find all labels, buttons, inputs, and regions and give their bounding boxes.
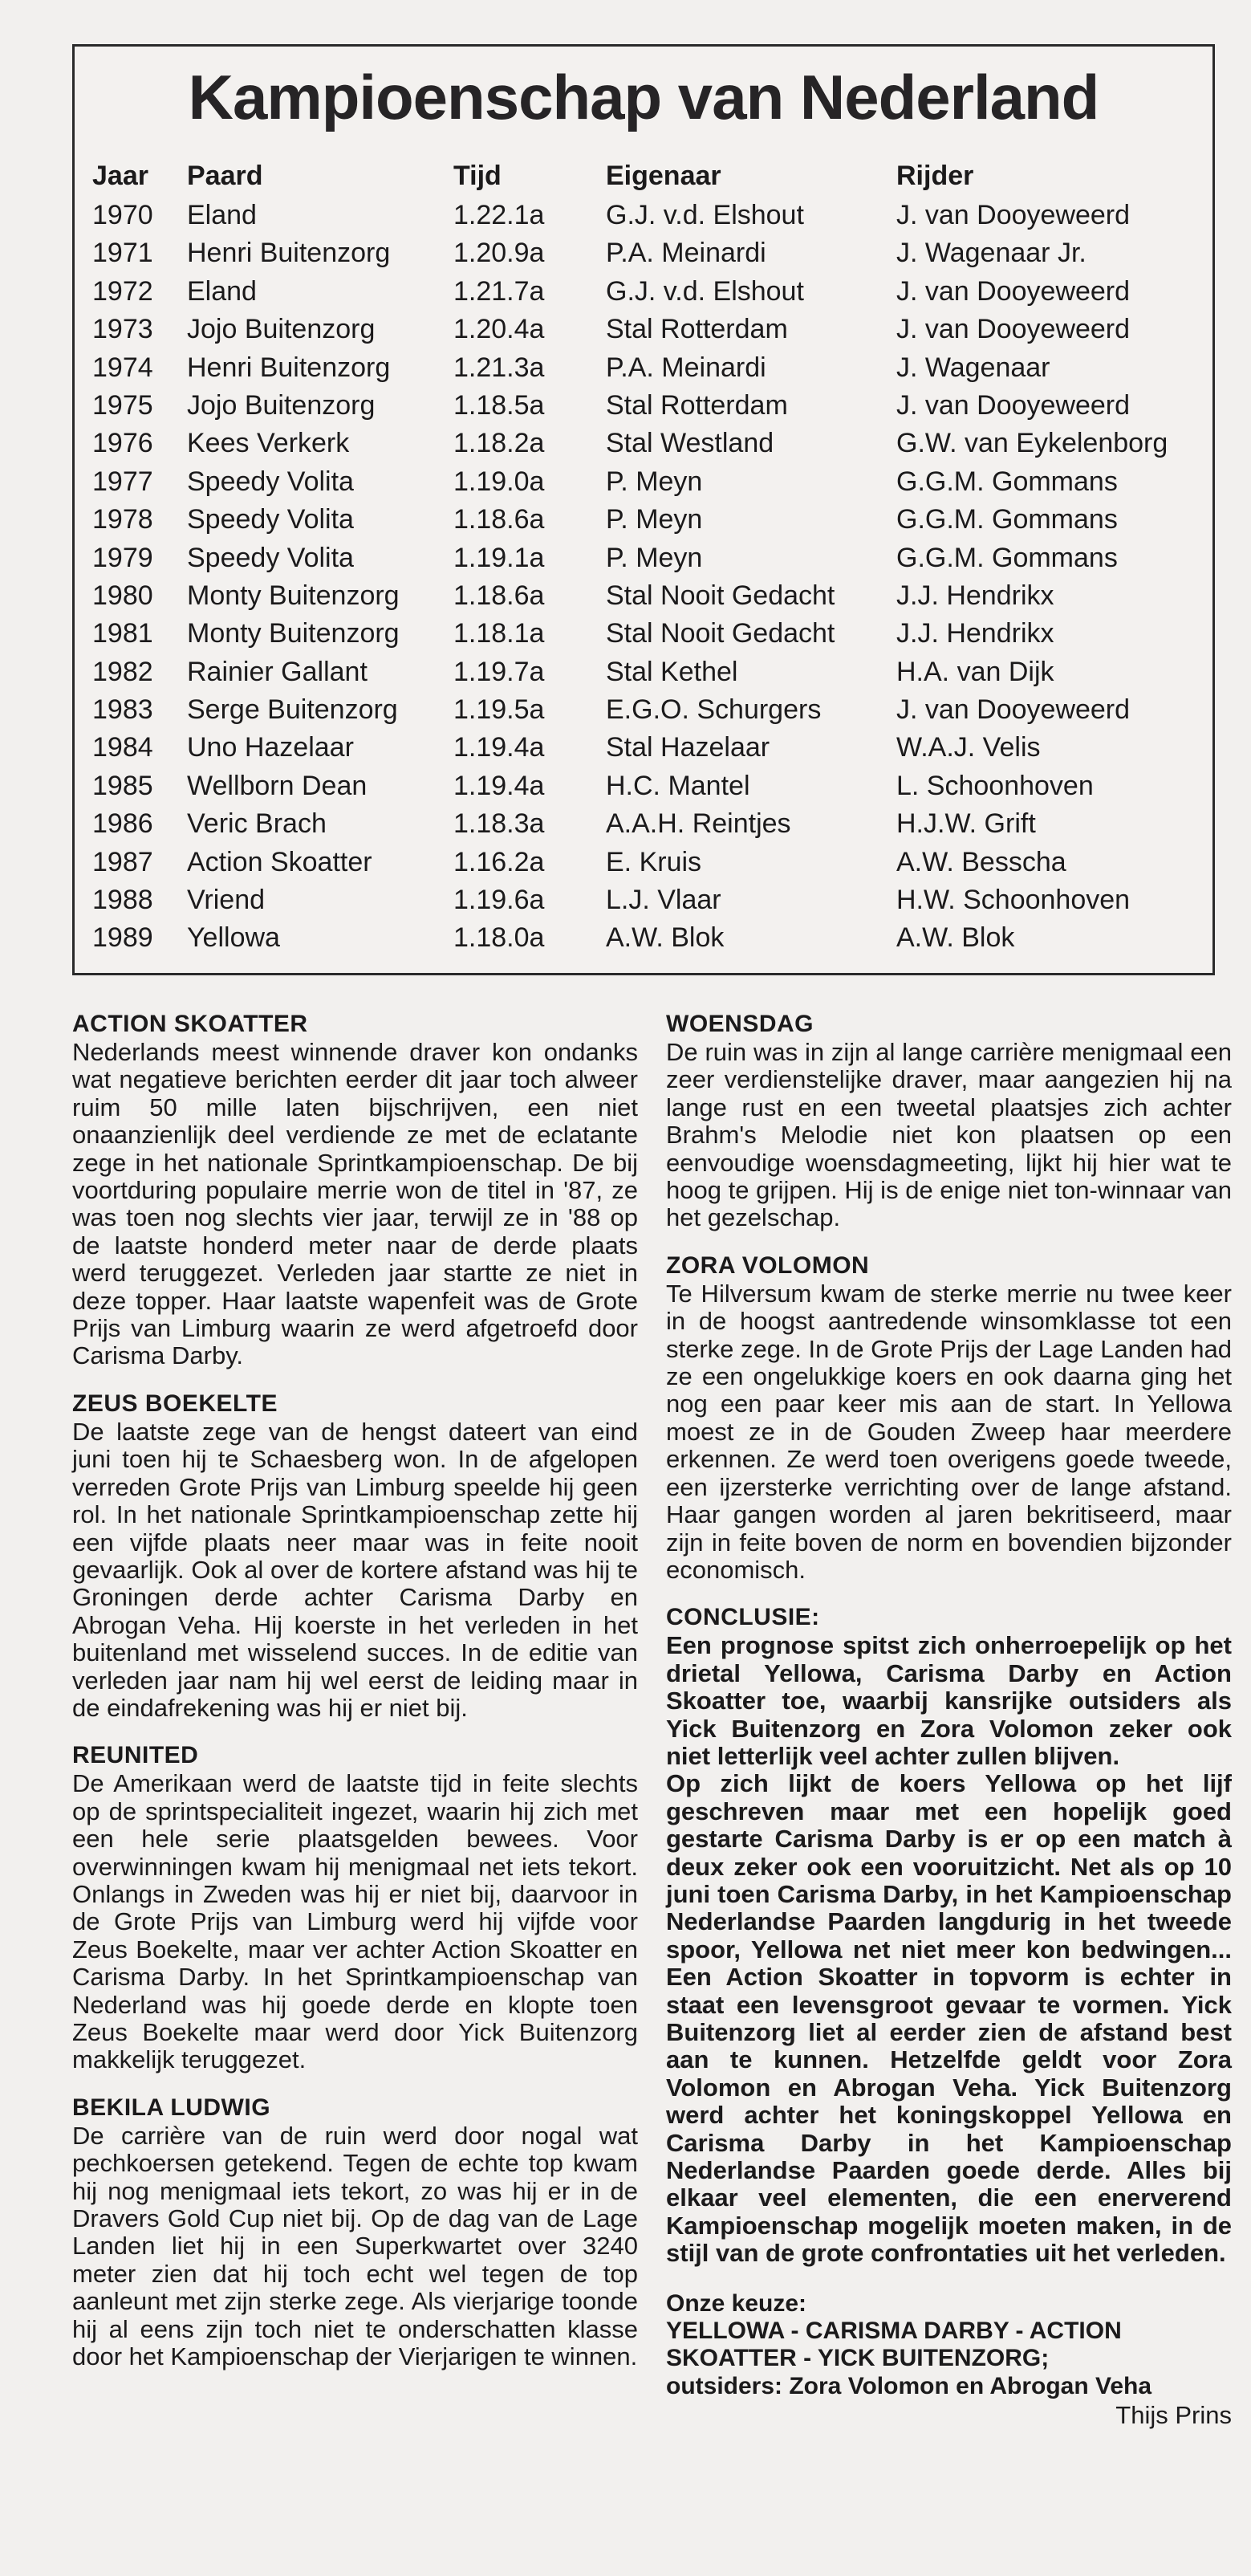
section-text: De ruin was in zijn al lange carrière menigmaal een zeer verdienstelijke draver, maar aangezien hij na lange rust en een tweetal plaatsjes zich achter Brahm's Melodie niet kon plaatsen op een eenvoudige woensdagmeeting, lijkt hij hier wat te hoog te grijpen. Hij is de enige niet ton-winnaar van het gezelschap. xyxy=(666,1038,1232,1232)
table-cell-eigenaar: P. Meyn xyxy=(606,504,703,535)
table-cell-eigenaar: Stal Westland xyxy=(606,428,774,459)
table-cell-jaar: 1978 xyxy=(92,504,153,535)
table-cell-paard: Uno Hazelaar xyxy=(187,732,354,763)
table-cell-paard: Monty Buitenzorg xyxy=(187,580,400,611)
column-tijd xyxy=(453,155,544,958)
table-cell-tijd: 1.16.2a xyxy=(453,846,545,877)
section-conclusie xyxy=(666,1603,1232,2267)
table-cell-eigenaar: Stal Hazelaar xyxy=(606,732,770,763)
table-cell-paard: Yellowa xyxy=(187,922,280,954)
table-title: Kampioenschap van Nederland xyxy=(188,62,1099,132)
table-cell-tijd: 1.19.7a xyxy=(453,656,545,687)
table-cell-eigenaar: L.J. Vlaar xyxy=(606,885,721,916)
column-header: Paard xyxy=(187,161,263,191)
column-eigenaar xyxy=(606,155,835,958)
table-cell-tijd: 1.22.1a xyxy=(453,200,545,230)
table-cell-eigenaar: A.A.H. Reintjes xyxy=(606,808,791,840)
table-cell-eigenaar: Stal Rotterdam xyxy=(606,389,788,421)
section-heading: BEKILA LUDWIG xyxy=(72,2094,271,2121)
article-column-right xyxy=(666,1010,1232,2429)
section-heading: ACTION SKOATTER xyxy=(72,1011,308,1037)
table-cell-paard: Jojo Buitenzorg xyxy=(187,314,376,345)
table-cell-jaar: 1974 xyxy=(92,352,153,383)
section-zora-volomon xyxy=(666,1251,1232,1584)
section-text: De laatste zege van de hengst dateert van eind juni toen hij te Schaesberg won. In de afgelopen verreden Grote Prijs van Limburg speelde hij geen rol. In het nationale Sprintkampioenschap zette hij een vijfde plaats neer maar was in feite nooit gevaarlijk. Ook al over de kortere afstand was hij te Groningen derde achter Carisma Darby en Abrogan Veha. Hij koerste in het verleden in het buitenland met wisselend succes. In de editie van verleden jaar nam hij wel eerst de leiding maar in de eindafrekening was hij er niet bij. xyxy=(72,1417,638,1722)
table-cell-eigenaar: P.A. Meinardi xyxy=(606,238,766,269)
section-heading: REUNITED xyxy=(72,1742,199,1769)
table-cell-rijder: J. van Dooyeweerd xyxy=(896,694,1131,726)
table-cell-paard: Serge Buitenzorg xyxy=(187,694,398,726)
table-cell-paard: Eland xyxy=(187,200,257,230)
table-cell-rijder: J. Wagenaar xyxy=(896,352,1050,383)
table-cell-rijder: J.J. Hendrikx xyxy=(896,580,1054,611)
table-cell-rijder: H.J.W. Grift xyxy=(896,808,1036,840)
table-cell-jaar: 1975 xyxy=(92,389,153,421)
section-text: De Amerikaan werd de laatste tijd in feite slechts op de sprintspecialiteit ingezet, waarin hij zich met een hele serie plaatsgelden bewees. Voor overwinningen kwam hij menigmaal net iets tekort. Onlangs in Zweden was hij er niet bij, daarvoor in de Grote Prijs van Limburg werd hij vijfde voor Zeus Boekelte, maar ver achter Action Skoatter en Carisma Darby. In het Sprintkampioenschap van Nederland was hij goede derde en klopte toen Zeus Boekelte maar werd door Yick Buitenzorg makkelijk teruggezet. xyxy=(72,1769,638,2074)
table-cell-paard: Wellborn Dean xyxy=(187,770,368,801)
section-reunited xyxy=(72,1741,638,2073)
section-heading: WOENSDAG xyxy=(666,1011,814,1037)
choice-label: Onze keuze: xyxy=(666,2289,807,2317)
table-cell-eigenaar: Stal Nooit Gedacht xyxy=(606,618,835,649)
table-cell-paard: Vriend xyxy=(187,885,266,916)
table-cell-paard: Action Skoatter xyxy=(187,846,372,877)
table-cell-paard: Henri Buitenzorg xyxy=(187,352,391,383)
table-cell-rijder: H.W. Schoonhoven xyxy=(896,885,1131,916)
table-cell-tijd: 1.18.0a xyxy=(453,922,545,954)
table-cell-tijd: 1.18.6a xyxy=(453,504,545,535)
table-cell-tijd: 1.18.3a xyxy=(453,808,545,840)
table-cell-rijder: A.W. Besscha xyxy=(896,846,1066,877)
table-cell-rijder: L. Schoonhoven xyxy=(896,770,1094,801)
table-cell-jaar: 1981 xyxy=(92,618,153,649)
choice-line: YELLOWA - CARISMA DARBY - ACTION xyxy=(666,2318,1122,2345)
table-cell-eigenaar: E.G.O. Schurgers xyxy=(606,694,822,726)
table-cell-rijder: J.J. Hendrikx xyxy=(896,618,1054,649)
table-cell-tijd: 1.19.5a xyxy=(453,694,545,726)
table-cell-jaar: 1971 xyxy=(92,238,153,269)
table-cell-rijder: G.G.M. Gommans xyxy=(896,466,1118,497)
table-cell-rijder: J. van Dooyeweerd xyxy=(896,275,1131,307)
table-cell-eigenaar: P.A. Meinardi xyxy=(606,352,766,383)
column-header: Rijder xyxy=(896,161,974,191)
table-cell-tijd: 1.19.6a xyxy=(453,885,545,916)
table-cell-eigenaar: P. Meyn xyxy=(606,542,703,573)
table-cell-tijd: 1.19.1a xyxy=(453,542,545,573)
table-cell-paard: Speedy Volita xyxy=(187,542,354,573)
section-heading: ZORA VOLOMON xyxy=(666,1251,870,1279)
table-cell-jaar: 1988 xyxy=(92,885,153,916)
article-column-left xyxy=(72,1010,638,2390)
table-cell-tijd: 1.19.0a xyxy=(453,466,545,497)
table-cell-rijder: G.G.M. Gommans xyxy=(896,504,1118,535)
table-cell-eigenaar: Stal Nooit Gedacht xyxy=(606,580,835,611)
choice-outsiders: outsiders: Zora Volomon en Abrogan Veha xyxy=(666,2372,1152,2399)
table-cell-jaar: 1977 xyxy=(92,466,153,497)
column-jaar xyxy=(92,155,153,958)
table-cell-rijder: G.G.M. Gommans xyxy=(896,542,1118,573)
section-zeus-boekelte xyxy=(72,1390,638,1722)
conclusie-paragraph: Een prognose spitst zich onherroepelijk op het drietal Yellowa, Carisma Darby en Action Skoatter toe, waarbij kansrijke outsiders als Yick Buitenzorg en Zora Volomon zeker ook niet letterlijk veel achter zullen blijven. xyxy=(666,1631,1232,1770)
choice-line: SKOATTER - YICK BUITENZORG; xyxy=(666,2345,1050,2372)
column-header: Jaar xyxy=(92,161,148,191)
table-cell-jaar: 1972 xyxy=(92,275,153,307)
table-cell-jaar: 1987 xyxy=(92,846,153,877)
section-heading: CONCLUSIE: xyxy=(666,1604,820,1631)
table-cell-eigenaar: E. Kruis xyxy=(606,846,702,877)
author-signature: Thijs Prins xyxy=(1115,2401,1232,2430)
table-cell-rijder: W.A.J. Velis xyxy=(896,732,1041,763)
table-cell-jaar: 1989 xyxy=(92,922,153,954)
table-cell-eigenaar: H.C. Mantel xyxy=(606,770,750,801)
table-cell-jaar: 1986 xyxy=(92,808,153,840)
table-cell-eigenaar: G.J. v.d. Elshout xyxy=(606,200,804,230)
table-cell-jaar: 1983 xyxy=(92,694,153,726)
championship-table xyxy=(72,44,1215,975)
table-cell-tijd: 1.21.3a xyxy=(453,352,545,383)
table-cell-tijd: 1.21.7a xyxy=(453,275,545,307)
table-cell-paard: Eland xyxy=(187,275,257,307)
table-cell-tijd: 1.19.4a xyxy=(453,770,545,801)
table-cell-rijder: G.W. van Eykelenborg xyxy=(896,428,1168,459)
section-text: Nederlands meest winnende draver kon ondanks wat negatieve berichten eerder dit jaar toch alweer ruim 50 mille laten bijschrijven, een niet onaanzienlijk deel verdiende ze met de eclatante zege in het nationale Sprintkampioenschap. De bij voortduring populaire merrie won de titel in '87, ze was toen nog slechts vier jaar, terwijl ze in '88 op de laatste honderd meter naar de derde plaats werd teruggezet. Verleden jaar startte ze niet in deze topper. Haar laatste wapenfeit was de Grote Prijs van Limburg waarin ze werd afgetroefd door Carisma Darby. xyxy=(72,1038,638,1370)
table-cell-paard: Jojo Buitenzorg xyxy=(187,389,376,421)
section-bekila-ludwig xyxy=(72,2094,638,2371)
table-cell-eigenaar: Stal Rotterdam xyxy=(606,314,788,345)
table-cell-paard: Speedy Volita xyxy=(187,504,354,535)
table-cell-paard: Rainier Gallant xyxy=(187,656,368,687)
table-cell-paard: Monty Buitenzorg xyxy=(187,618,400,649)
table-cell-tijd: 1.18.6a xyxy=(453,580,545,611)
table-cell-jaar: 1982 xyxy=(92,656,153,687)
table-cell-tijd: 1.19.4a xyxy=(453,732,545,763)
table-cell-rijder: J. van Dooyeweerd xyxy=(896,314,1131,345)
table-cell-paard: Kees Verkerk xyxy=(187,428,350,459)
table-cell-jaar: 1976 xyxy=(92,428,153,459)
table-cell-eigenaar: P. Meyn xyxy=(606,466,703,497)
table-cell-jaar: 1985 xyxy=(92,770,153,801)
table-cell-jaar: 1980 xyxy=(92,580,153,611)
our-choice xyxy=(666,2290,1232,2401)
table-cell-rijder: J. Wagenaar Jr. xyxy=(896,238,1087,269)
column-header: Tijd xyxy=(453,161,502,191)
table-cell-tijd: 1.18.2a xyxy=(453,428,545,459)
column-rijder xyxy=(896,155,1168,958)
table-cell-rijder: A.W. Blok xyxy=(896,922,1015,954)
table-cell-paard: Veric Brach xyxy=(187,808,327,840)
section-woensdag xyxy=(666,1010,1232,1232)
section-text: De carrière van de ruin werd door nogal wat pechkoersen getekend. Tegen de echte top kwam hij nog menigmaal iets tekort, zo was hij er in de Dravers Gold Cup niet bij. Op de dag van de Lage Landen liet hij in een Superkwartet over 3240 meter zien dat hij toch echt wel tegen de top aanleunt met zijn sterke zege. Als vierjarige toonde hij al eens zijn toch niet te onderschatten klasse door het Kampioenschap der Vierjarigen te winnen. xyxy=(72,2121,638,2371)
section-heading: ZEUS BOEKELTE xyxy=(72,1390,278,1417)
table-cell-rijder: H.A. van Dijk xyxy=(896,656,1054,687)
table-cell-jaar: 1973 xyxy=(92,314,153,345)
table-cell-tijd: 1.18.1a xyxy=(453,618,545,649)
table-cell-jaar: 1979 xyxy=(92,542,153,573)
table-cell-paard: Speedy Volita xyxy=(187,466,354,497)
table-cell-eigenaar: G.J. v.d. Elshout xyxy=(606,275,804,307)
table-cell-paard: Henri Buitenzorg xyxy=(187,238,391,269)
column-header: Eigenaar xyxy=(606,161,721,191)
table-cell-tijd: 1.20.4a xyxy=(453,314,545,345)
conclusie-paragraph: Op zich lijkt de koers Yellowa op het lijf geschreven maar met een hopelijk goed gestarte Carisma Darby is er op een match à deux zeker ook een vooruitzicht. Net als op 10 juni toen Carisma Darby, in het Kampioenschap Nederlandse Paarden langdurig in het tweede spoor, Yellowa net niet meer kon bedwingen... Een Action Skoatter in topvorm is echter in staat een levensgroot gevaar te vormen. Yick Buitenzorg liet al eerder zien de afstand best aan te kunnen. Hetzelfde geldt voor Zora Volomon en Abrogan Veha. Yick Buitenzorg werd achter het koningskoppel Yellowa en Carisma Darby in het Kampioenschap Nederlandse Paarden goede derde. Alles bij elkaar veel elementen, die een enerverend Kampioenschap mogelijk moeten maken, in de stijl van de grote confrontaties uit het verleden. xyxy=(666,1769,1232,2268)
table-cell-jaar: 1970 xyxy=(92,200,153,230)
table-cell-eigenaar: Stal Kethel xyxy=(606,656,738,687)
table-cell-rijder: J. van Dooyeweerd xyxy=(896,200,1131,230)
column-paard xyxy=(187,155,400,958)
section-text: Te Hilversum kwam de sterke merrie nu twee keer in de hoogst aantredende winsomklasse tot een sterke zege. In de Grote Prijs der Lage Landen had ze een ongelukkige koers en ook daarna ging het nog een paar keer mis aan de start. In Yellowa moest ze in de Gouden Zweep haar meerdere erkennen. Ze werd toen overigens goede tweede, een ijzersterke verrichting over de lange afstand. Haar gangen worden al jaren bekritiseerd, maar zijn in feite boven de norm en bovendien bijzonder economisch. xyxy=(666,1279,1232,1584)
table-cell-jaar: 1984 xyxy=(92,732,153,763)
table-cell-tijd: 1.18.5a xyxy=(453,389,545,421)
table-cell-tijd: 1.20.9a xyxy=(453,238,545,269)
table-cell-eigenaar: A.W. Blok xyxy=(606,922,725,954)
section-action-skoatter xyxy=(72,1010,638,1370)
table-cell-rijder: J. van Dooyeweerd xyxy=(896,389,1131,421)
